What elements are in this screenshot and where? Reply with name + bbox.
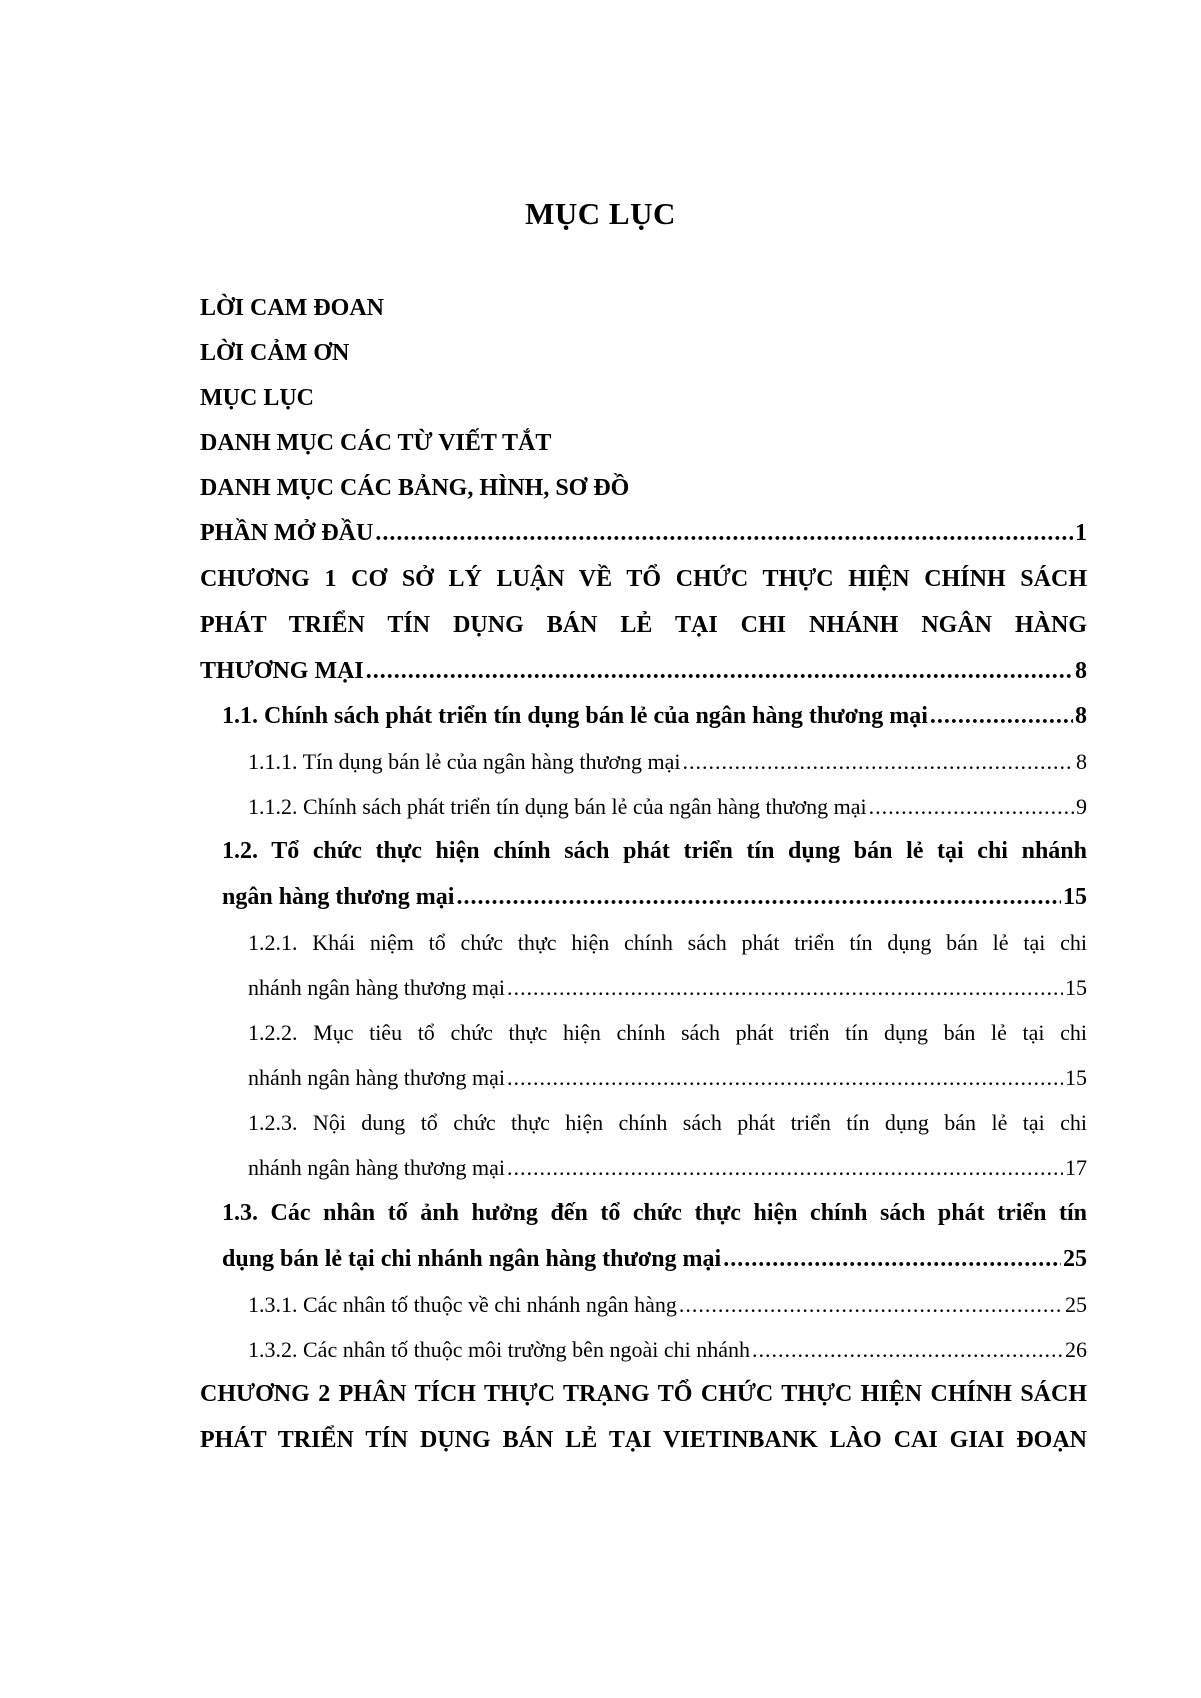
toc-section-1-2-line1[interactable]: 1.2. Tổ chức thực hiện chính sách phát triển tín dụng bán lẻ tại chi nhánh — [222, 838, 1087, 864]
toc-item-muc-luc[interactable]: MỤC LỤC — [200, 385, 314, 411]
toc-section-1-1-1[interactable] — [248, 739, 1087, 784]
toc-item-text: 1.3.2. Các nhân tố thuộc môi trường bên ngoài chi nhánh — [248, 1337, 750, 1362]
toc-item-loi-cam-doan[interactable]: LỜI CAM ĐOAN — [200, 295, 384, 321]
dot-leader — [507, 965, 1063, 1010]
toc-chapter1-line3[interactable] — [200, 649, 1087, 694]
toc-page-number: 8 — [1076, 749, 1087, 774]
toc-section-1-2-2-line2[interactable] — [248, 1055, 1087, 1100]
toc-chapter2-line1[interactable]: CHƯƠNG 2 PHÂN TÍCH THỰC TRẠNG TỔ CHỨC THỰC HIỆN CHÍNH SÁCH — [200, 1381, 1087, 1407]
toc-item-text: nhánh ngân hàng thương mại — [248, 975, 505, 1000]
dot-leader — [507, 1145, 1063, 1190]
toc-section-1-2-1-line1[interactable]: 1.2.1. Khái niệm tổ chức thực hiện chính sách phát triển tín dụng bán lẻ tại chi — [248, 930, 1087, 955]
toc-item-text: 1.1.1. Tín dụng bán lẻ của ngân hàng thương mại — [248, 749, 681, 774]
toc-chapter1-line2[interactable]: PHÁT TRIỂN TÍN DỤNG BÁN LẺ TẠI CHI NHÁNH NGÂN HÀNG — [200, 612, 1087, 638]
toc-item-danh-muc-bang-hinh[interactable]: DANH MỤC CÁC BẢNG, HÌNH, SƠ ĐỒ — [200, 475, 630, 501]
dot-leader — [752, 1327, 1063, 1372]
toc-page-number: 26 — [1065, 1337, 1087, 1362]
toc-page-number: 1 — [1075, 520, 1087, 546]
toc-page-number: 9 — [1076, 794, 1087, 819]
toc-item-phan-mo-dau[interactable] — [200, 511, 1087, 556]
toc-section-1-1[interactable] — [222, 694, 1087, 739]
toc-section-1-2-3-line1[interactable]: 1.2.3. Nội dung tổ chức thực hiện chính sách phát triển tín dụng bán lẻ tại chi — [248, 1110, 1087, 1135]
page-title: MỤC LỤC — [525, 196, 676, 231]
toc-item-text: nhánh ngân hàng thương mại — [248, 1065, 505, 1090]
dot-leader — [869, 784, 1074, 829]
toc-page-number: 15 — [1065, 975, 1087, 1000]
toc-item-text: dụng bán lẻ tại chi nhánh ngân hàng thương mại — [222, 1246, 722, 1272]
toc-page-number: 17 — [1065, 1155, 1087, 1180]
toc-item-danh-muc-tu-viet-tat[interactable]: DANH MỤC CÁC TỪ VIẾT TẮT — [200, 430, 552, 456]
toc-section-1-1-2[interactable] — [248, 784, 1087, 829]
toc-page-number: 8 — [1075, 703, 1087, 729]
dot-leader — [456, 875, 1061, 920]
toc-chapter1-line1[interactable]: CHƯƠNG 1 CƠ SỞ LÝ LUẬN VỀ TỔ CHỨC THỰC HIỆN CHÍNH SÁCH — [200, 566, 1087, 592]
toc-section-1-3-line2[interactable] — [222, 1237, 1087, 1282]
toc-item-text: PHẦN MỞ ĐẦU — [200, 520, 374, 546]
toc-page-number: 25 — [1065, 1292, 1087, 1317]
toc-section-1-3-line1[interactable]: 1.3. Các nhân tố ảnh hưởng đến tổ chức thực hiện chính sách phát triển tín — [222, 1200, 1087, 1226]
toc-section-1-2-3-line2[interactable] — [248, 1145, 1087, 1190]
dot-leader — [366, 649, 1073, 694]
toc-page-number: 25 — [1063, 1246, 1087, 1272]
toc-item-text: 1.1.2. Chính sách phát triển tín dụng bán lẻ của ngân hàng thương mại — [248, 794, 867, 819]
dot-leader — [723, 1237, 1061, 1282]
toc-item-loi-cam-on[interactable]: LỜI CẢM ƠN — [200, 340, 350, 366]
toc-item-text: 1.3.1. Các nhân tố thuộc về chi nhánh ngân hàng — [248, 1292, 677, 1317]
toc-page-number: 15 — [1065, 1065, 1087, 1090]
toc-item-text: 1.1. Chính sách phát triển tín dụng bán lẻ của ngân hàng thương mại — [222, 703, 928, 729]
toc-page-number: 8 — [1075, 658, 1087, 684]
dot-leader — [375, 511, 1073, 556]
toc-item-text: nhánh ngân hàng thương mại — [248, 1155, 505, 1180]
toc-section-1-2-line2[interactable] — [222, 875, 1087, 920]
dot-leader — [930, 694, 1073, 739]
toc-item-text: THƯƠNG MẠI — [200, 658, 364, 684]
toc-item-text: ngân hàng thương mại — [222, 884, 455, 910]
dot-leader — [683, 739, 1074, 784]
toc-chapter2-line2[interactable]: PHÁT TRIỂN TÍN DỤNG BÁN LẺ TẠI VIETINBANK LÀO CAI GIAI ĐOẠN — [200, 1427, 1087, 1453]
toc-section-1-2-2-line1[interactable]: 1.2.2. Mục tiêu tổ chức thực hiện chính sách phát triển tín dụng bán lẻ tại chi — [248, 1020, 1087, 1045]
dot-leader — [507, 1055, 1063, 1100]
dot-leader — [679, 1282, 1063, 1327]
toc-page-number: 15 — [1063, 884, 1087, 910]
toc-section-1-3-2[interactable] — [248, 1327, 1087, 1372]
toc-section-1-3-1[interactable] — [248, 1282, 1087, 1327]
toc-section-1-2-1-line2[interactable] — [248, 965, 1087, 1010]
